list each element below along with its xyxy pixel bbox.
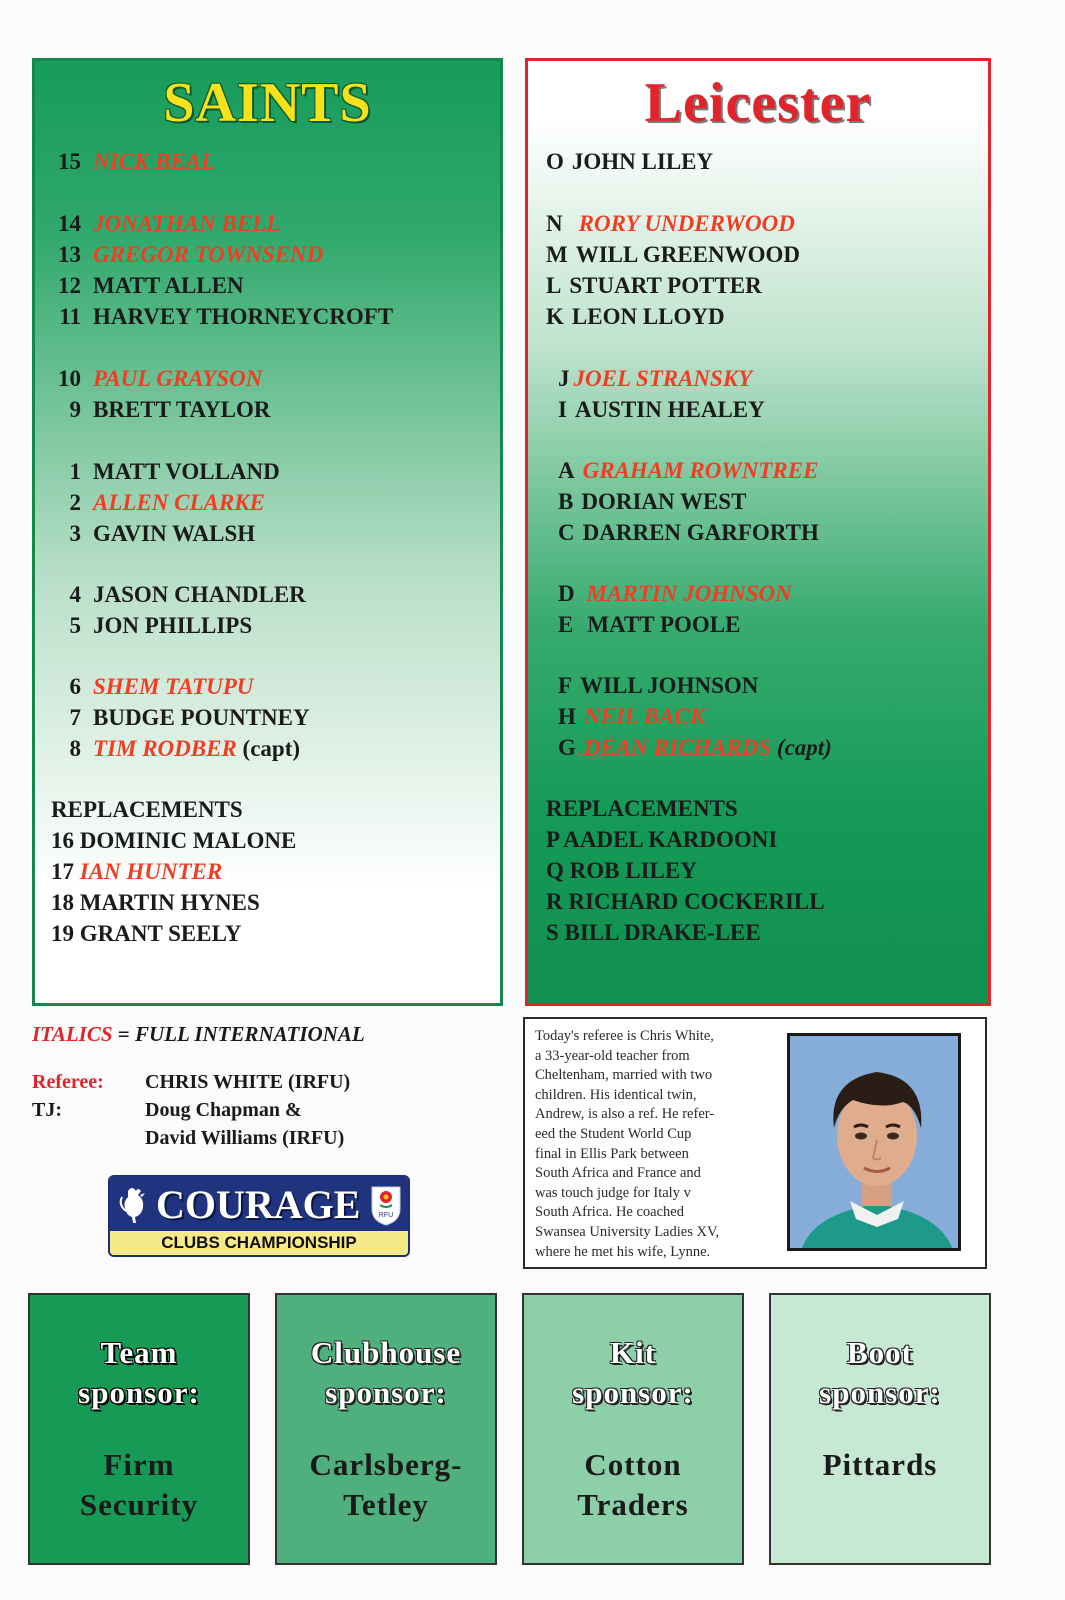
saints-player-row: 13 GREGOR TOWNSEND [58,242,324,267]
courage-wordmark: COURAGE [156,1182,361,1227]
rfu-rose-icon [370,1183,402,1227]
saints-player-row: 9 BRETT TAYLOR [69,397,271,422]
saints-player-row: 3 GAVIN WALSH [69,521,256,546]
leicester-player-row: M WILL GREENWOOD [546,242,801,267]
saints-player-row: 12 MATT ALLEN [58,273,244,298]
leicester-player-row: D MARTIN JOHNSON [558,581,792,606]
leicester-player-row: K LEON LLOYD [546,304,725,329]
leicester-team-panel [525,58,991,1006]
saints-player-row: 2 ALLEN CLARKE [69,490,265,515]
saints-player-row: 15 NICK BEAL [58,149,216,174]
sponsor-name: Pittards [822,1447,938,1482]
touch-judge-label: TJ: [32,1099,62,1121]
saints-replacement-row: 19 GRANT SEELY [51,921,242,946]
leicester-replacements-heading: REPLACEMENTS [546,796,738,821]
leicester-player-row: O JOHN LILEY [546,149,714,174]
sponsor-name: Firm Security [79,1447,199,1522]
leicester-player-row: L STUART POTTER [546,273,762,298]
clubhouse-sponsor-box: Clubhouse sponsor: Carlsberg- Tetley [275,1293,497,1565]
referee-portrait-icon [790,1036,961,1251]
boot-sponsor-box: Boot sponsor: Pittards [769,1293,991,1565]
saints-player-row: 4 JASON CHANDLER [69,582,306,607]
saints-replacement-row: 17 IAN HUNTER [51,859,223,884]
svg-text:RFU: RFU [378,1212,394,1219]
saints-replacement-row: 16 DOMINIC MALONE [51,828,297,853]
saints-replacement-row: 18 MARTIN HYNES [51,890,260,915]
referee-name: CHRIS WHITE (IRFU) [145,1071,351,1093]
italics-key: ITALICS = FULL INTERNATIONAL [32,1022,365,1046]
leicester-player-row: G DEAN RICHARDS (capt) [558,735,832,760]
leicester-title: Leicester [644,72,872,134]
saints-replacements-heading: REPLACEMENTS [51,797,243,822]
saints-player-row: 14 JONATHAN BELL [58,211,281,236]
touch-judge-2: David Williams (IRFU) [145,1127,345,1149]
touch-judge-1: Doug Chapman & [145,1099,302,1121]
leicester-replacement-row: P AADEL KARDOONI [546,827,778,852]
sponsor-name: Cotton Traders [577,1447,689,1522]
leicester-player-row: B DORIAN WEST [558,489,747,514]
team-sponsor-box: Team sponsor: Firm Security [28,1293,250,1565]
saints-player-row: 7 BUDGE POUNTNEY [69,705,310,730]
saints-title: SAINTS [163,72,372,134]
saints-player-row: 8 TIM RODBER (capt) [69,736,301,761]
leicester-player-row: F WILL JOHNSON [558,673,759,698]
referee-label: Referee: [32,1071,104,1093]
leicester-replacement-row: Q ROB LILEY [546,858,697,883]
leicester-player-row: E MATT POOLE [558,612,741,637]
leicester-player-row: I AUSTIN HEALEY [558,397,765,422]
saints-team-panel [32,58,503,1006]
cockerel-icon [118,1183,152,1227]
saints-player-row: 6 SHEM TATUPU [69,674,254,699]
leicester-player-row: J JOEL STRANSKY [558,366,753,391]
leicester-replacement-row: S BILL DRAKE-LEE [546,920,761,945]
saints-player-row: 11 HARVEY THORNEYCROFT [59,304,394,329]
referee-profile-box [523,1017,987,1269]
referee-photo [787,1033,961,1251]
leicester-player-row: N RORY UNDERWOOD [546,211,795,236]
kit-sponsor-box: Kit sponsor: Cotton Traders [522,1293,744,1565]
referee-bio: Today's referee is Chris White, a 33-year-old teacher from Cheltenham, married with two children. His identical twin, Andrew, is also a ref. He refer- eed the Student World Cup final in Ellis Park between South Africa and France and was touch judge for Italy v South Africa. He coached Swansea University Ladies XV, where he met his wife, Lynne. [535,1028,720,1260]
saints-player-row: 10 PAUL GRAYSON [58,366,263,391]
sponsor-name: Carlsberg- Tetley [309,1447,463,1522]
leicester-player-row: H NEIL BACK [558,704,706,729]
captain-marker: (capt) [242,736,301,761]
saints-player-row: 5 JON PHILLIPS [69,613,253,638]
leicester-replacement-row: R RICHARD COCKERILL [546,889,825,914]
courage-clubs-championship-logo [108,1175,410,1257]
clubs-championship-banner: CLUBS CHAMPIONSHIP [110,1231,408,1255]
saints-player-row: 1 MATT VOLLAND [69,459,280,484]
captain-marker: (capt) [776,735,832,760]
leicester-player-row: A GRAHAM ROWNTREE [558,458,819,483]
leicester-player-row: C DARREN GARFORTH [558,520,819,545]
